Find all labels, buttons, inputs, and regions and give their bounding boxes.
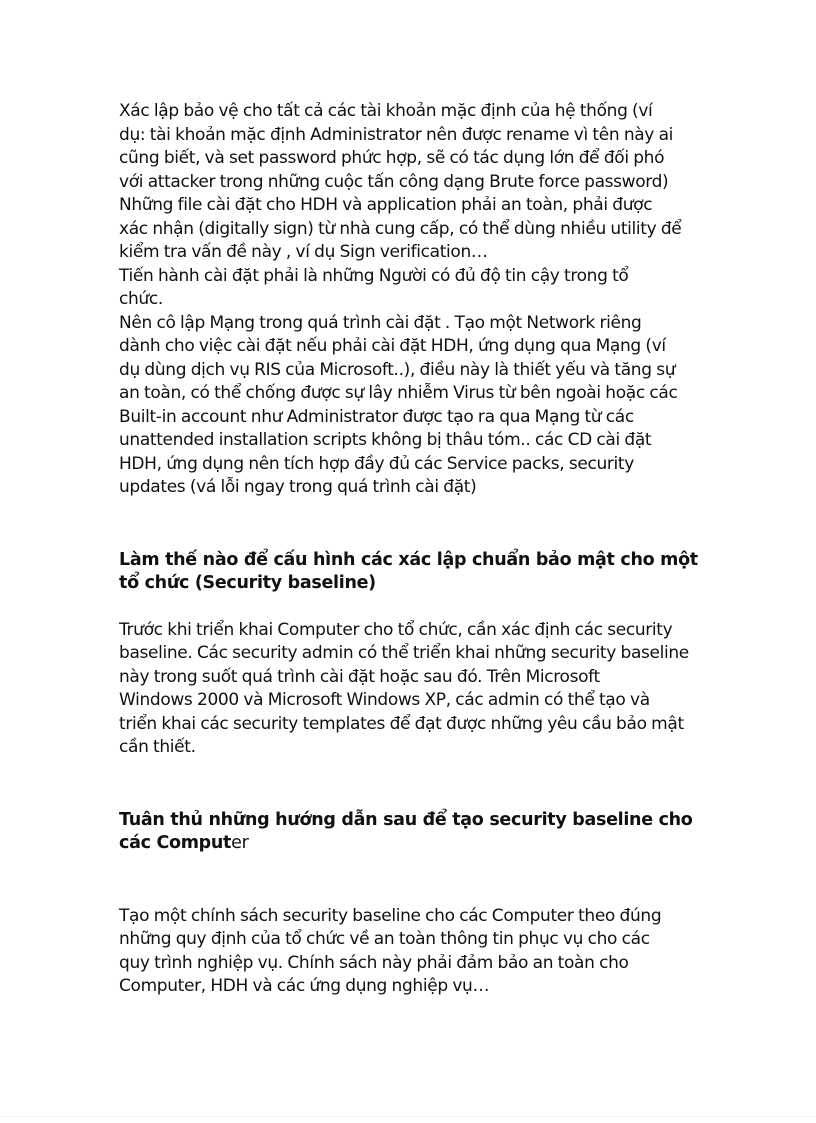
heading-light-fragment: er xyxy=(231,833,249,853)
document-body xyxy=(119,100,709,999)
text-line: dụ dùng dịch vụ RIS của Microsoft..), điều này là thiết yếu và tăng sự xyxy=(119,359,676,380)
text-line: dành cho việc cài đặt nếu phải cài đặt HDH, ứng dụng qua Mạng (ví xyxy=(119,336,666,356)
heading-line: Tuân thủ những hướng dẫn sau để tạo security baseline cho xyxy=(119,809,693,830)
text-line: Built-in account như Administrator được tạo ra qua Mạng từ các xyxy=(119,406,634,427)
paragraph-security-setup xyxy=(119,100,709,500)
text-line: với attacker trong những cuộc tấn công dạng Brute force password) xyxy=(119,171,669,192)
page-bottom-divider xyxy=(0,1116,816,1117)
text-line: an toàn, có thể chống được sự lây nhiễm Virus từ bên ngoài hoặc các xyxy=(119,383,678,403)
text-line: này trong suốt quá trình cài đặt hoặc sau đó. Trên Microsoft xyxy=(119,666,600,687)
heading-line: tổ chức (Security baseline) xyxy=(119,573,376,593)
text-line: baseline. Các security admin có thể triển khai những security baseline xyxy=(119,643,689,663)
heading-line xyxy=(119,832,709,856)
text-line: Những file cài đặt cho HDH và application phải an toàn, phải được xyxy=(119,195,653,215)
text-line: kiểm tra vấn đề này , ví dụ Sign verification… xyxy=(119,242,488,262)
text-line: xác nhận (digitally sign) từ nhà cung cấp, có thể dùng nhiều utility để xyxy=(119,218,682,239)
text-line: Tiến hành cài đặt phải là những Người có đủ độ tin cậy trong tổ xyxy=(119,265,629,286)
text-line: unattended installation scripts không bị thâu tóm.. các CD cài đặt xyxy=(119,430,652,450)
text-line: triển khai các security templates để đạt được những yêu cầu bảo mật xyxy=(119,713,684,734)
paragraph-baseline-policy xyxy=(119,905,709,999)
text-line: cần thiết. xyxy=(119,737,196,757)
text-line: cũng biết, và set password phức hợp, sẽ có tác dụng lớn để đối phó xyxy=(119,148,665,168)
text-line: HDH, ứng dụng nên tích hợp đầy đủ các Service packs, security xyxy=(119,453,634,474)
heading-bold-fragment: các Comput xyxy=(119,833,232,853)
text-line: những quy định của tổ chức về an toàn thông tin phục vụ cho các xyxy=(119,929,650,949)
text-line: Xác lập bảo vệ cho tất cả các tài khoản mặc định của hệ thống (ví xyxy=(119,101,653,121)
text-line: quy trình nghiệp vụ. Chính sách này phải đảm bảo an toàn cho xyxy=(119,952,629,973)
paragraph-baseline-intro xyxy=(119,619,709,760)
text-line: chức. xyxy=(119,289,163,309)
text-line: Computer, HDH và các ứng dụng nghiệp vụ… xyxy=(119,976,490,996)
text-line: dụ: tài khoản mặc định Administrator nên được rename vì tên này ai xyxy=(119,124,674,145)
heading-baseline-guidelines xyxy=(119,809,709,856)
text-line: Nên cô lập Mạng trong quá trình cài đặt . Tạo một Network riêng xyxy=(119,312,642,333)
text-line: Trước khi triển khai Computer cho tổ chức, cần xác định các security xyxy=(119,619,673,640)
heading-security-baseline xyxy=(119,549,709,596)
text-line: Tạo một chính sách security baseline cho các Computer theo đúng xyxy=(119,905,662,926)
text-line: updates (vá lỗi ngay trong quá trình cài đặt) xyxy=(119,477,477,497)
heading-line: Làm thế nào để cấu hình các xác lập chuẩn bảo mật cho một xyxy=(119,549,698,570)
text-line: Windows 2000 và Microsoft Windows XP, các admin có thể tạo và xyxy=(119,690,650,710)
